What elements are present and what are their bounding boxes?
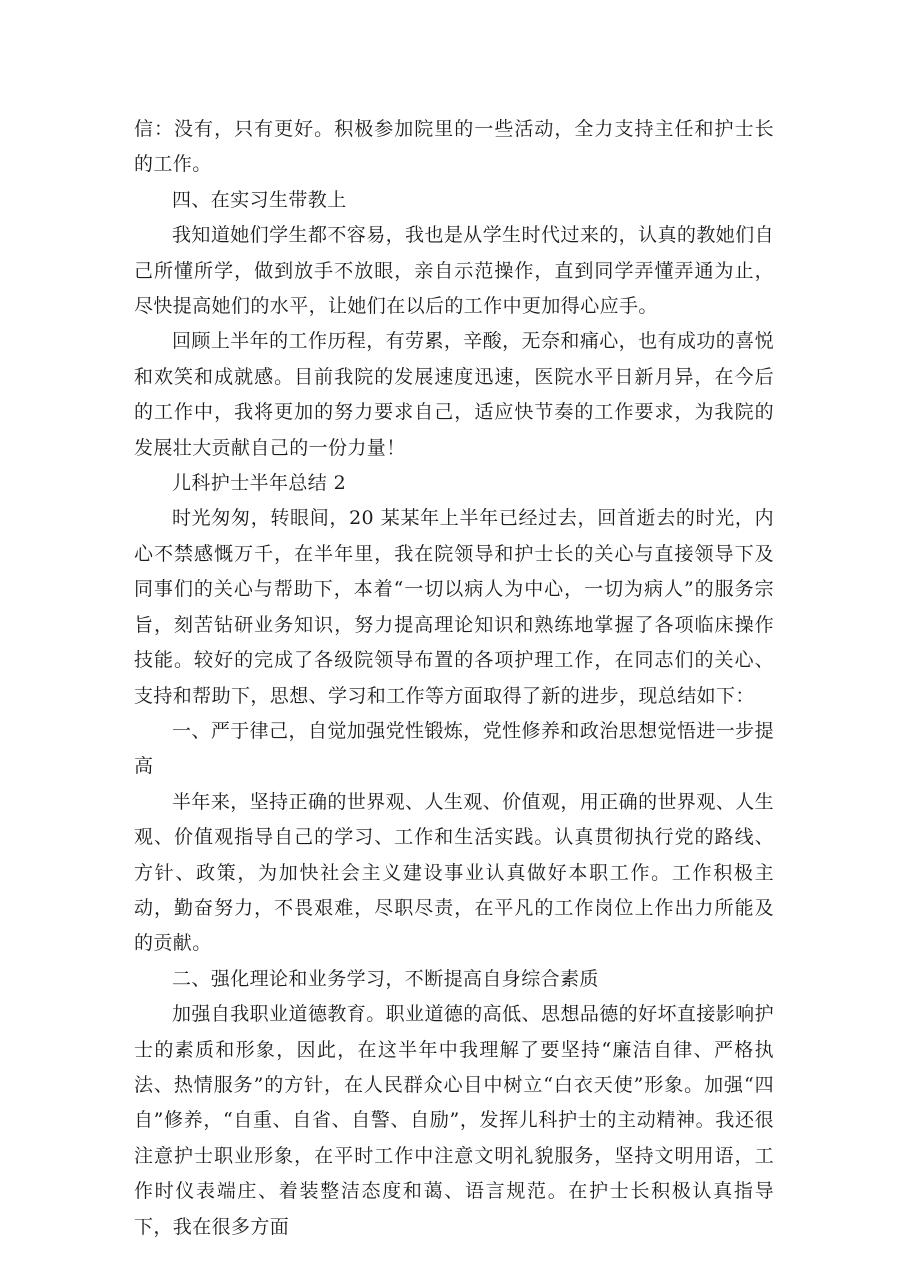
section-heading-self-discipline: 一、严于律己，自觉加强党性锻炼，党性修养和政治思想觉悟进一步提高 xyxy=(134,719,774,778)
document-subtitle: 儿科护士半年总结 2 xyxy=(172,472,347,495)
document-body xyxy=(134,112,774,1245)
paragraph-review: 回顾上半年的工作历程，有劳累，辛酸，无奈和痛心，也有成功的喜悦和欢笑和成就感。目前我院的发展速度迅速，医院水平日新月异，在今后的工作中，我将更加的努力要求自己，适应快节奏的工作要求，为我院的发展壮大贡献自己的一份力量！ xyxy=(134,330,774,459)
section-heading-study: 二、强化理论和业务学习，不断提高自身综合素质 xyxy=(172,967,599,990)
section-heading-intern-teaching: 四、在实习生带教上 xyxy=(172,188,347,211)
paragraph-continuation: 信：没有，只有更好。积极参加院里的一些活动，全力支持主任和护士长的工作。 xyxy=(134,118,774,176)
paragraph-ethics: 加强自我职业道德教育。职业道德的高低、思想品德的好坏直接影响护士的素质和形象，因此，在这半年中我理解了要坚持“廉洁自律、严格执法、热情服务”的方针，在人民群众心目中树立“白衣天使”形象。加强“四自”修养，“自重、自省、自警、自励”，发挥儿科护士的主动精神。我还很注意护士职业形象，在平时工作中注意文明礼貌服务，坚持文明用语，工作时仪表端庄、着装整洁态度和蔼、语言规范。在护士长积极认真指导下，我在很多方面 xyxy=(134,1003,774,1238)
paragraph-intro: 时光匆匆，转眼间，20 某某年上半年已经过去，回首逝去的时光，内心不禁感慨万千，在半年里，我在院领导和护士长的关心与直接领导下及同事们的关心与帮助下，本着“一切以病人为中心，一切为病人”的服务宗旨，刻苦钻研业务知识，努力提高理论知识和熟练地掌握了各项临床操作技能。较好的完成了各级院领导布置的各项护理工作，在同志们的关心、支持和帮助下，思想、学习和工作等方面取得了新的进步，现总结如下： xyxy=(134,507,774,707)
paragraph-worldview: 半年来，坚持正确的世界观、人生观、价值观，用正确的世界观、人生观、价值观指导自己的学习、工作和生活实践。认真贯彻执行党的路线、方针、政策，为加快社会主义建设事业认真做好本职工作。工作积极主动，勤奋努力，不畏艰难，尽职尽责，在平凡的工作岗位上作出力所能及的贡献。 xyxy=(134,790,774,955)
paragraph-intern-teaching: 我知道她们学生都不容易，我也是从学生时代过来的，认真的教她们自己所懂所学，做到放手不放眼，亲自示范操作，直到同学弄懂弄通为止，尽快提高她们的水平，让她们在以后的工作中更加得心应手。 xyxy=(134,224,774,318)
